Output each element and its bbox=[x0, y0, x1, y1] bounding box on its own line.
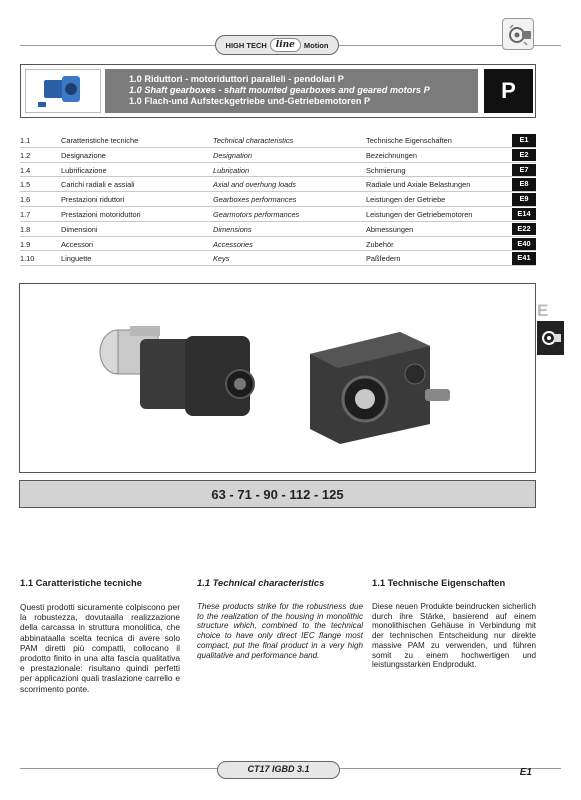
toc-page: E8 bbox=[512, 178, 536, 191]
toc-label-de: Technische Eigenschaften bbox=[366, 136, 452, 145]
gear-motor-icon bbox=[502, 18, 534, 50]
side-tab-letter: E bbox=[537, 301, 549, 320]
toc-number: 1.9 bbox=[20, 239, 31, 249]
toc-label-en: Gearmotors performances bbox=[213, 209, 300, 219]
section-it-body: Questi prodotti sicuramente colpiscono per la robustezza, dovutaalla realizzazione della carcassa in struttura monolitica, che abbinataalla scelta tecnica di avere solo PAM diretti più compatti, collocano il prodotto finito in una alta fascia qualitativa e prestazionale: risultano quindi perfetti per applicazioni quali traslazione carrello e scorrimento ponte. bbox=[20, 602, 180, 694]
toc-label-en: Axial and overhung loads bbox=[213, 180, 296, 190]
toc-label-it: Carichi radiali e assiali bbox=[61, 180, 135, 190]
toc-page: E7 bbox=[512, 164, 536, 177]
toc-label-en: Designation bbox=[213, 150, 253, 160]
document-code: CT17 IGBD 3.1 bbox=[217, 761, 340, 779]
toc-page: E22 bbox=[512, 223, 536, 236]
toc-page: E41 bbox=[512, 252, 536, 265]
toc-label-de: Radiale und Axiale Belastungen bbox=[366, 180, 471, 190]
gearmotor-illustration bbox=[100, 326, 254, 416]
toc-label-it: Accessori bbox=[61, 239, 94, 249]
size-range: 63 - 71 - 90 - 112 - 125 bbox=[19, 480, 536, 508]
toc-label-de: Paßfedern bbox=[366, 254, 401, 264]
toc-row bbox=[20, 177, 536, 192]
toc-row bbox=[20, 163, 536, 178]
toc-label-de: Bezeichnungen bbox=[366, 150, 417, 160]
toc-label-de: Zubehör bbox=[366, 239, 394, 249]
toc-page: E40 bbox=[512, 238, 536, 251]
brand-logo bbox=[215, 35, 339, 55]
product-photo bbox=[19, 283, 536, 473]
toc-label-de: Leistungen der Getriebe bbox=[366, 195, 446, 205]
toc-label-it: Designazione bbox=[61, 150, 106, 160]
page-number: E1 bbox=[519, 767, 532, 778]
toc-row bbox=[20, 192, 536, 207]
toc-number: 1.5 bbox=[20, 180, 31, 190]
gearbox-thumbnail bbox=[25, 69, 101, 113]
section-en-heading: 1.1 Technical characteristics bbox=[197, 577, 325, 588]
brand-right: Motion bbox=[303, 40, 329, 50]
toc-row bbox=[20, 222, 536, 237]
title-bar bbox=[105, 69, 478, 113]
toc-label-en: Gearboxes performances bbox=[213, 195, 297, 205]
toc-number: 1.2 bbox=[20, 150, 31, 160]
title-de: 1.0 Flach-und Aufsteckgetriebe und-Getriebemotoren P bbox=[129, 96, 371, 106]
toc-label-it: Caratteristiche tecniche bbox=[61, 136, 139, 145]
toc-label-en: Accessories bbox=[213, 239, 253, 249]
section-en bbox=[197, 577, 363, 660]
toc-label-en: Keys bbox=[213, 254, 230, 264]
toc-number: 1.1 bbox=[20, 136, 31, 145]
toc-number: 1.7 bbox=[20, 209, 31, 219]
toc-label-de: Leistungen der Getriebemotoren bbox=[366, 209, 473, 219]
toc-number: 1.4 bbox=[20, 165, 31, 175]
section-en-body: These products strike for the robustness due to the realization of the housing in monolithic structure which, combined to the technical choice to have only direct IEC flange most compact, put the final product in a very high qualitative and performance band. bbox=[197, 602, 363, 660]
toc-row bbox=[20, 133, 536, 148]
toc-number: 1.6 bbox=[20, 195, 31, 205]
toc-page: E14 bbox=[512, 208, 536, 221]
toc-label-en: Technical characteristics bbox=[213, 136, 294, 145]
toc-label-en: Lubrication bbox=[213, 165, 250, 175]
toc-number: 1.8 bbox=[20, 224, 31, 234]
contents-table bbox=[20, 133, 536, 266]
toc-label-it: Prestazioni riduttori bbox=[61, 195, 125, 205]
toc-number: 1.10 bbox=[20, 254, 35, 264]
title-en: 1.0 Shaft gearboxes - shaft mounted gearboxes and geared motors P bbox=[129, 85, 430, 95]
shaft-gearbox-illustration bbox=[310, 332, 450, 444]
brand-mid: line bbox=[270, 38, 301, 52]
section-de-body: Diese neuen Produkte beindrucken sicherlich durch ihre Stärke, basierend auf einem monolithischen Gehäuse in Verbindung mit der technischen Entscheidung nur direkte massive PAM zu verwenden, und führen somit zu einem hochwertigen und leistungsstarken Endprodukt. bbox=[372, 602, 536, 670]
title-it: 1.0 Riduttori - motoriduttori paralleli - pendolari P bbox=[129, 74, 344, 84]
toc-label-de: Schmierung bbox=[366, 165, 406, 175]
section-it-heading: 1.1 Caratteristiche tecniche bbox=[20, 577, 142, 588]
section-it bbox=[20, 577, 180, 694]
toc-row bbox=[20, 148, 536, 163]
toc-page: E2 bbox=[512, 149, 536, 162]
toc-label-en: Dimensions bbox=[213, 224, 252, 234]
toc-row bbox=[20, 237, 536, 252]
toc-label-it: Linguette bbox=[61, 254, 92, 264]
section-de bbox=[372, 577, 536, 670]
toc-page: E9 bbox=[512, 193, 536, 206]
section-de-heading: 1.1 Technische Eigenschaften bbox=[372, 577, 506, 588]
toc-label-de: Abmessungen bbox=[366, 224, 414, 234]
brand-left: HIGH TECH bbox=[225, 40, 267, 50]
toc-label-it: Lubrificazione bbox=[61, 165, 107, 175]
toc-label-it: Dimensioni bbox=[61, 224, 98, 234]
gearbox-icon bbox=[537, 321, 564, 355]
toc-row bbox=[20, 207, 536, 222]
section-badge: P bbox=[484, 69, 533, 113]
toc-label-it: Prestazioni motoriduttori bbox=[61, 209, 141, 219]
title-block bbox=[20, 64, 536, 118]
toc-row bbox=[20, 251, 536, 266]
toc-page: E1 bbox=[512, 134, 536, 147]
